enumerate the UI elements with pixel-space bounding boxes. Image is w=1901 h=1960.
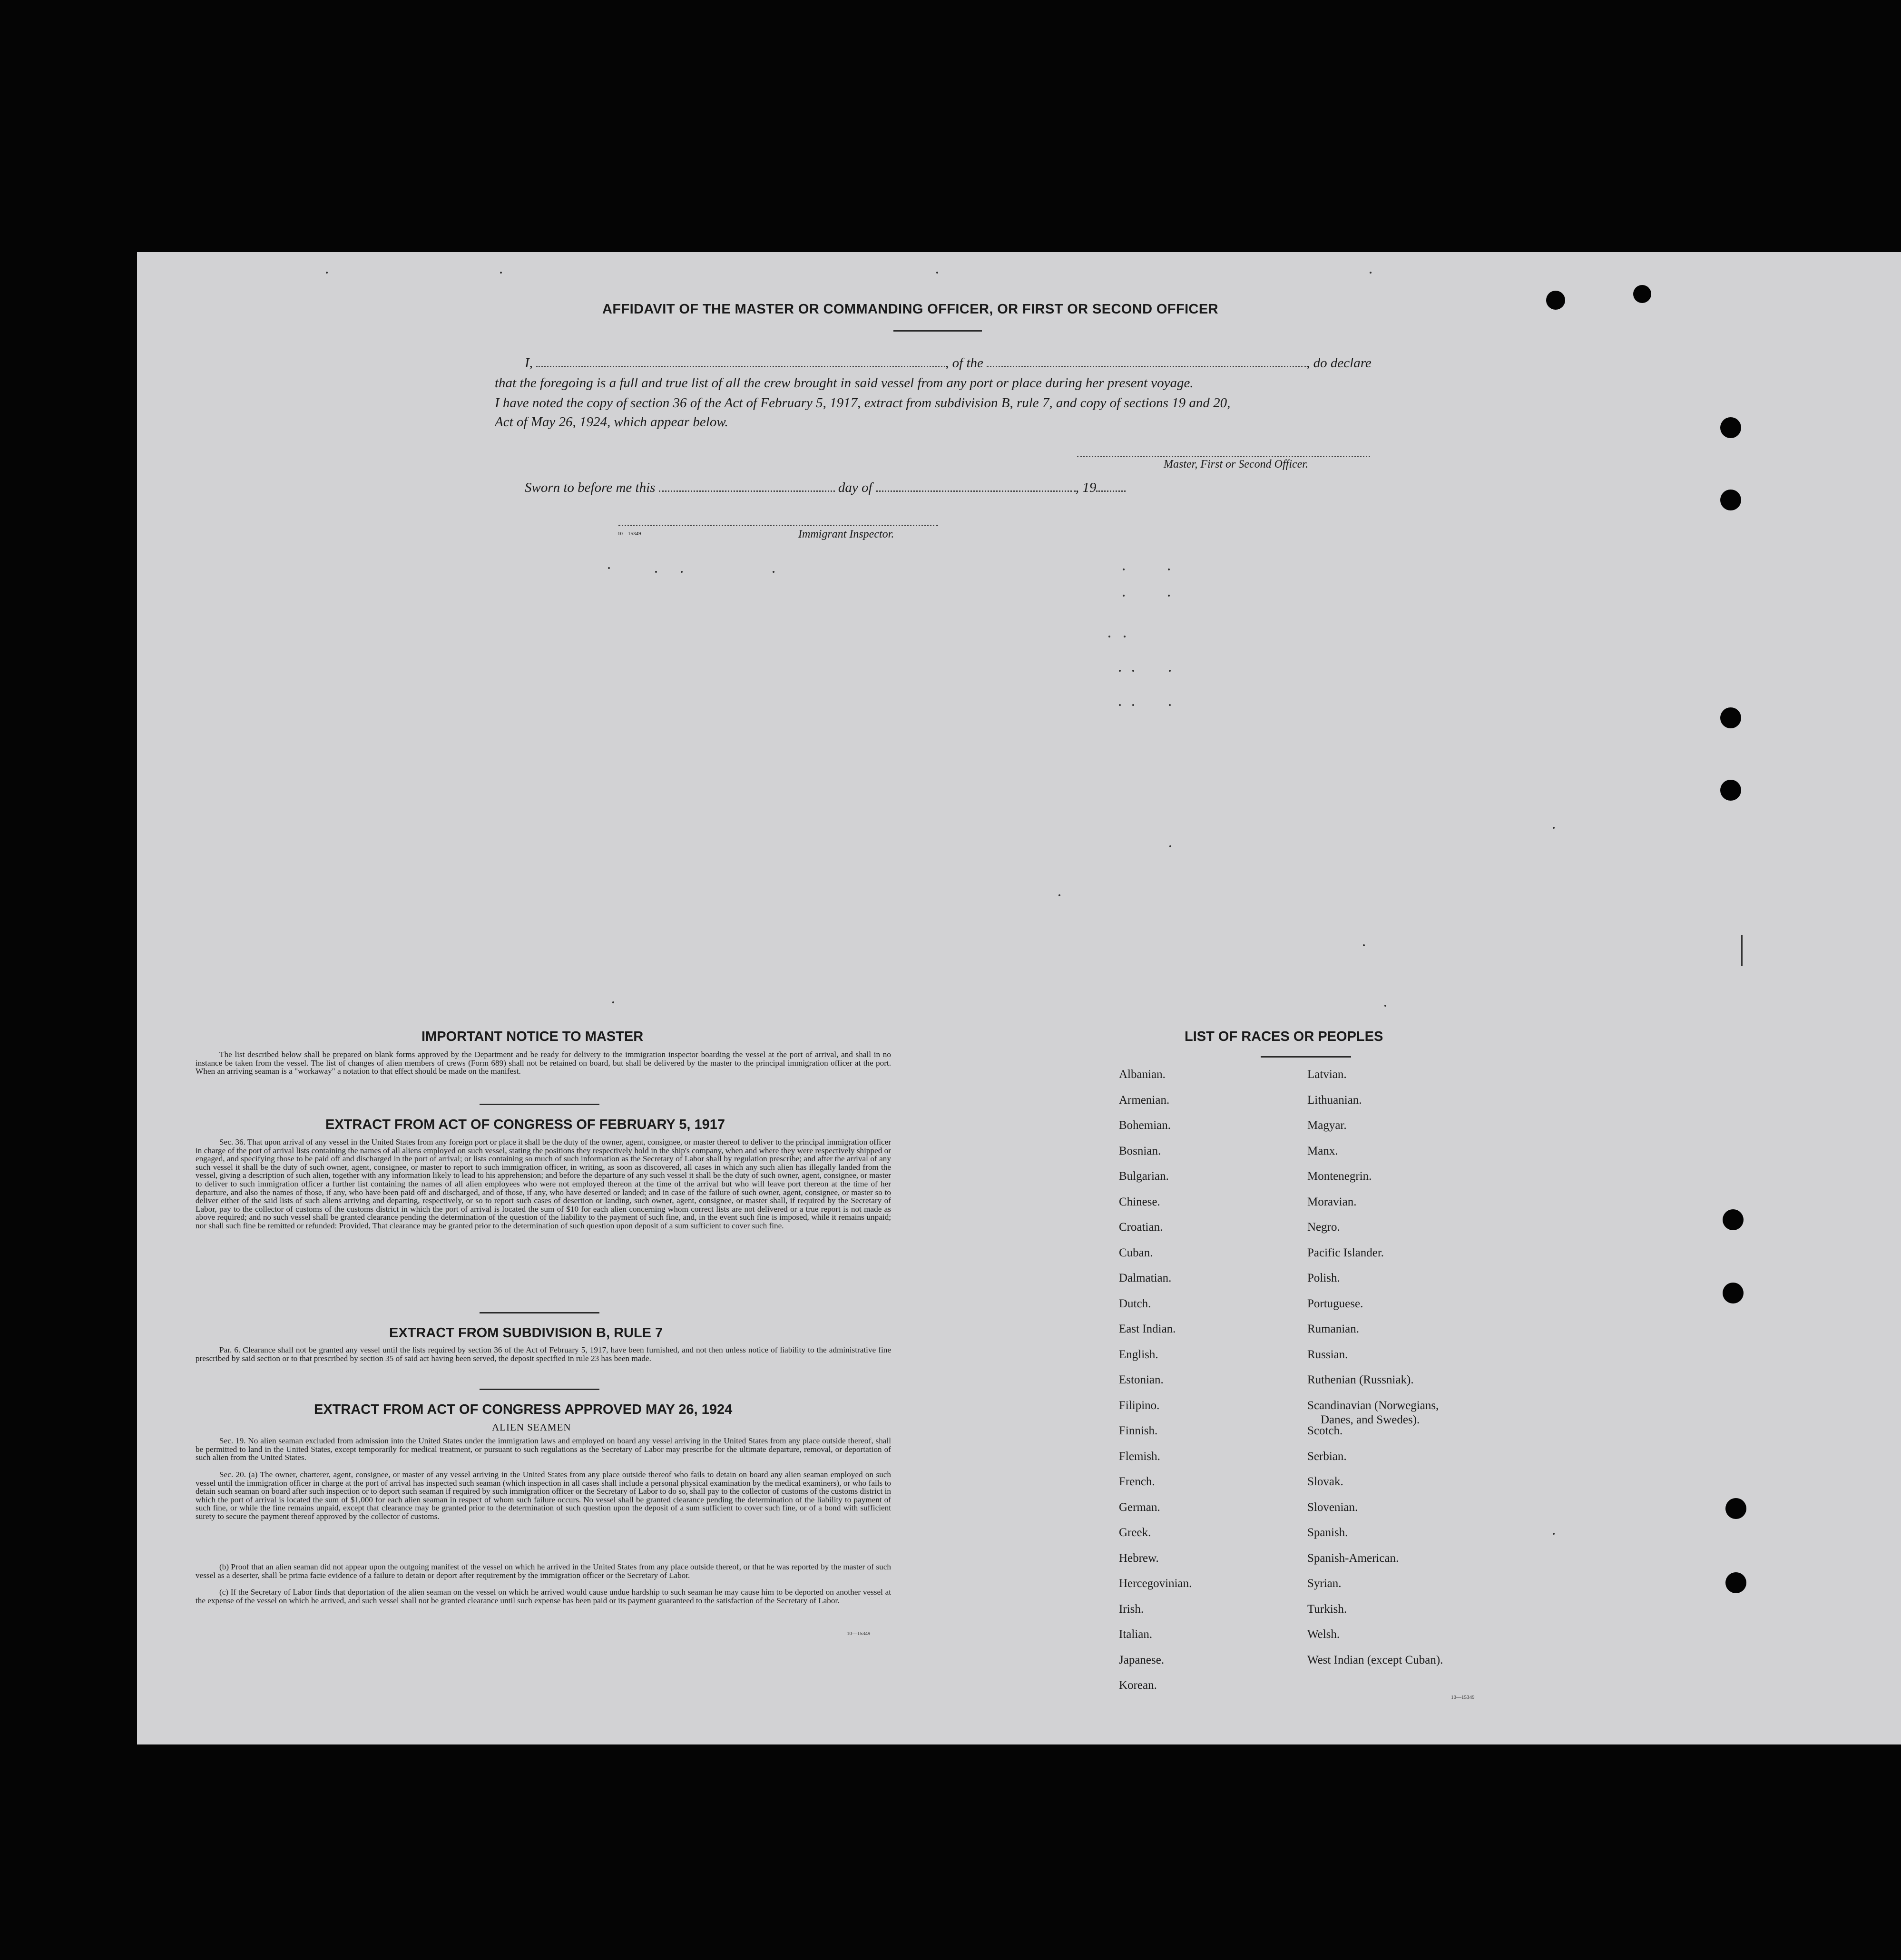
inspector-label: Immigrant Inspector. [798, 528, 894, 540]
paper-speck [773, 571, 774, 573]
affidavit-line-1 [525, 355, 1372, 371]
race-item: Moravian. [1307, 1195, 1357, 1208]
paper-speck [681, 571, 683, 573]
race-item: Danes, and Swedes). [1321, 1413, 1420, 1426]
extract-1924-form-number: 10—15349 [847, 1631, 871, 1637]
sec-20c-text: (c) If the Secretary of Labor finds that deportation of the alien seaman on the vessel on which he arrived would cause undue hardship to such seaman he may cause him to be deported on another vessel at the expense of the vessel on which he arrived, and such vessel shall not be granted clearance until such expense has been paid or its payment guaranteed to the satisfaction of the Secretary of Labor. [196, 1588, 891, 1605]
paper-speck [1119, 670, 1121, 672]
extract-1924-title: EXTRACT FROM ACT OF CONGRESS APPROVED MAY 26, 1924 [314, 1402, 733, 1417]
race-item: Hercegovinian. [1119, 1577, 1192, 1590]
master-label: Master, First or Second Officer. [1164, 458, 1308, 470]
race-item: Russian. [1307, 1348, 1348, 1361]
sec-19-text: Sec. 19. No alien seaman excluded from admission into the United States under the immigration laws and employed on board any vessel arriving in the United States from any place outside thereof, shall be permitted to land in the United States, except temporarily for medical treatment, or pursuant to such regulations as the Secretary of Labor may prescribe for the ultimate departure, removal, or deportation of such alien from the United States. [196, 1436, 891, 1462]
race-item: Bohemian. [1119, 1119, 1171, 1132]
affidavit-line-2: that the foregoing is a full and true list of all the crew brought in said vessel from any port or place during her present voyage. [495, 375, 1194, 391]
paper-speck [1123, 568, 1125, 570]
paper-speck [1119, 704, 1121, 706]
race-item: Portuguese. [1307, 1297, 1363, 1310]
year-text: , 19 [1075, 480, 1097, 495]
race-item: Finnish. [1119, 1424, 1158, 1437]
race-item: Dutch. [1119, 1297, 1151, 1310]
paper-speck [1168, 595, 1170, 597]
paper-speck [1169, 845, 1171, 847]
race-item: German. [1119, 1500, 1160, 1514]
punch-hole [1725, 1572, 1746, 1593]
race-item: West Indian (except Cuban). [1307, 1653, 1443, 1666]
race-item: Manx. [1307, 1144, 1338, 1157]
race-item: Armenian. [1119, 1093, 1170, 1107]
race-item: Dalmatian. [1119, 1272, 1172, 1284]
race-item: Slovenian. [1307, 1500, 1358, 1514]
paper-speck [1132, 704, 1134, 706]
race-item: Filipino. [1119, 1399, 1160, 1412]
race-item: Latvian. [1307, 1068, 1347, 1081]
sec-20b-text: (b) Proof that an alien seaman did not appear upon the outgoing manifest of the vessel on which he arrived in the United States from any place outside thereof, or that he was reported by the master of such vessel as a deserter, shall be prima facie evidence of a failure to detain or deport after requirement by the immigration officer or the Secretary of Labor. [196, 1562, 891, 1580]
races-form-number: 10—15349 [1451, 1695, 1475, 1700]
margin-mark [1741, 935, 1743, 966]
punch-hole [1720, 417, 1741, 438]
day-of-text: day of [838, 480, 872, 495]
extract-rule7-rule [480, 1389, 599, 1390]
notice-rule [480, 1104, 599, 1105]
race-item: Serbian. [1307, 1450, 1347, 1463]
punch-hole [1720, 490, 1741, 510]
punch-hole [1725, 1498, 1746, 1519]
race-item: Flemish. [1119, 1450, 1160, 1463]
notice-title: IMPORTANT NOTICE TO MASTER [421, 1029, 644, 1044]
sworn-year-field[interactable] [1096, 490, 1126, 492]
race-item: Estonian. [1119, 1373, 1164, 1386]
race-item: Turkish. [1307, 1602, 1347, 1616]
extract-rule7-text: Par. 6. Clearance shall not be granted any vessel until the lists required by section 36 of the Act of February 5, 1917, have been furnished, and not then unless notice of liability to the administrative fine prescribed by said section or to that prescribed by section 35 of said act having been served, the deposit specified in rule 23 has been made. [196, 1345, 891, 1363]
punch-hole [1723, 1283, 1744, 1303]
punch-hole [1723, 1209, 1744, 1230]
race-item: Ruthenian (Russniak). [1307, 1373, 1414, 1386]
notice-text: The list described below shall be prepared on blank forms approved by the Department and be ready for delivery to the immigration inspector boarding the vessel at the port of arrival, and shall in no instance be taken from the vessel. The list of changes of alien members of crews (Form 689) shall not be retained on board, but shall be delivered by the master to the principal immigration officer at the port. When an arriving seaman is a "workaway" a notation to that effect should be made on the manifest. [196, 1050, 891, 1076]
affidavit-form-number: 10—15349 [617, 531, 641, 537]
paper-speck [1132, 670, 1134, 672]
race-item: Bulgarian. [1119, 1170, 1169, 1183]
race-item: English. [1119, 1348, 1158, 1361]
punch-hole [1546, 291, 1565, 310]
races-title: LIST OF RACES OR PEOPLES [1185, 1029, 1383, 1044]
race-item: Slovak. [1307, 1475, 1343, 1488]
race-item: Albanian. [1119, 1068, 1166, 1081]
paper-speck [612, 1001, 614, 1003]
name-field[interactable] [536, 365, 945, 367]
paper-speck [500, 272, 502, 274]
extract-1917-title: EXTRACT FROM ACT OF CONGRESS OF FEBRUARY 5, 1917 [325, 1117, 725, 1132]
race-item: Spanish. [1307, 1526, 1348, 1539]
race-item: Cuban. [1119, 1246, 1153, 1259]
affidavit-line-3: I have noted the copy of section 36 of the Act of February 5, 1917, extract from subdivision B, rule 7, and copy of sections 19 and 20, [495, 395, 1231, 411]
paper-speck [1123, 595, 1125, 597]
race-item: Welsh. [1307, 1628, 1340, 1641]
punch-hole [1720, 780, 1741, 801]
paper-speck [326, 272, 328, 274]
title-rule [893, 330, 982, 332]
sec-20a-text: Sec. 20. (a) The owner, charterer, agent, consignee, or master of any vessel arriving in the United States from any place outside thereof who fails to detain on board any alien seaman employed on such vessel until the immigration officer in charge at the port of arrival has inspected such seaman (which inspection in all cases shall include a personal physical examination by the medical examiners), or who fails to detain such seaman on board after such inspection or to deport such seaman if required by such immigration officer or the Secretary of Labor to do so, shall pay to the collector of customs of the customs district in which the port of arrival is located the sum of $1,000 for each alien seaman in respect of whom such failure occurs. No vessel shall be granted clearance pending the determination of the liability to payment of such fine, or while the fine remains unpaid, except that clearance may be granted prior to the determination of such question upon the deposit of a sum sufficient to cover such fine, or of a bond with sufficient surety to secure the payment thereof approved by the collector of customs. [196, 1470, 891, 1521]
punch-hole [1720, 707, 1741, 728]
race-item: French. [1119, 1475, 1155, 1488]
paper-speck [1169, 670, 1171, 672]
race-item: Bosnian. [1119, 1144, 1161, 1157]
race-item: Pacific Islander. [1307, 1246, 1384, 1259]
extract-1917-rule [480, 1312, 599, 1313]
sworn-month-field[interactable] [876, 490, 1076, 492]
race-item: Greek. [1119, 1526, 1151, 1539]
paper-speck [1168, 568, 1170, 570]
sworn-day-field[interactable] [659, 490, 835, 492]
sworn-line [525, 480, 1126, 496]
paper-speck [1124, 636, 1126, 637]
race-item: Japanese. [1119, 1653, 1165, 1666]
race-item: Magyar. [1307, 1119, 1347, 1132]
affidavit-of-the: , of the [945, 355, 983, 371]
paper-speck [1169, 704, 1171, 706]
inspector-signature-line[interactable] [618, 525, 938, 526]
race-item: Korean. [1119, 1679, 1157, 1692]
races-rule [1261, 1056, 1351, 1058]
paper-speck [1108, 636, 1110, 637]
race-item: Scotch. [1307, 1424, 1343, 1437]
race-item: Croatian. [1119, 1221, 1163, 1234]
affidavit-title: AFFIDAVIT OF THE MASTER OR COMMANDING OFFICER, OR FIRST OR SECOND OFFICER [602, 302, 1218, 317]
paper-speck [1553, 827, 1555, 829]
sworn-text: Sworn to before me this [525, 480, 656, 495]
race-item: Italian. [1119, 1628, 1153, 1641]
affidavit-declare: , do declare [1306, 355, 1372, 371]
race-item: East Indian. [1119, 1323, 1176, 1335]
race-item: Irish. [1119, 1602, 1144, 1616]
race-item: Lithuanian. [1307, 1093, 1362, 1107]
paper-speck [1553, 1533, 1555, 1535]
paper-speck [1384, 1005, 1386, 1007]
race-item: Hebrew. [1119, 1551, 1159, 1565]
race-item: Spanish-American. [1307, 1551, 1399, 1565]
affidavit-line-4: Act of May 26, 1924, which appear below. [495, 414, 728, 430]
race-item: Scandinavian (Norwegians, [1307, 1399, 1439, 1412]
race-item: Syrian. [1307, 1577, 1342, 1590]
paper-speck [608, 567, 610, 569]
race-item: Rumanian. [1307, 1323, 1360, 1335]
paper-speck [1058, 894, 1060, 896]
affidavit-i: I, [525, 355, 533, 371]
paper-speck [1363, 944, 1365, 946]
paper-speck [1370, 272, 1372, 274]
race-item: Polish. [1307, 1272, 1340, 1284]
race-item: Montenegrin. [1307, 1170, 1372, 1183]
race-item: Negro. [1307, 1221, 1340, 1234]
extract-rule7-title: EXTRACT FROM SUBDIVISION B, RULE 7 [389, 1325, 663, 1341]
alien-seamen-subtitle: ALIEN SEAMEN [492, 1421, 571, 1433]
vessel-field[interactable] [987, 365, 1306, 367]
paper-speck [655, 571, 657, 573]
race-item: Chinese. [1119, 1195, 1160, 1208]
punch-hole [1633, 285, 1651, 303]
extract-1917-text: Sec. 36. That upon arrival of any vessel in the United States from any foreign port or place it shall be the duty of the owner, agent, consignee, or master thereof to deliver to the principal immigration officer in charge of the port of arrival lists containing the names of all aliens employed on such vessel, stating the positions they respectively hold in the ship's company, when and where they were respectively shipped or engaged, and specifying those to be paid off and discharged in the port of arrival; or lists containing so much of such information as the Secretary of Labor shall by regulation prescribe; and after the arrival of any such vessel it shall be the duty of such owner, agent, consignee, or master to report to such immigration officer, in writing, as soon as discovered, all cases in which any such alien has illegally landed from the vessel, giving a description of such alien, together with any information likely to lead to his apprehension; and before the departure of any such vessel it shall be the duty of such owner, agent, consignee, or master to deliver to such immigration officer a further list containing the names of all alien employees who were not employed thereon at the time of the arrival but who will leave port thereon at the time of her departure, and also the names of those, if any, who have been paid off and discharged, and of those, if any, who have deserted or landed; and in case of the failure of such owner, agent, consignee, or master so to deliver either of the said lists of such aliens arriving and departing, respectively, or so to report such cases of desertion or landing, such owner, agent, consignee, or master shall, if required by the Secretary of Labor, pay to the collector of customs of the customs district in which the port of arrival is located the sum of $10 for each alien concerning whom correct lists are not delivered or a true report is not made as above required; and no such vessel shall be granted clearance pending the determination of the question of the liability to the payment of such fine, and, in the event such fine is imposed, while it remains unpaid; nor shall such fine be remitted or refunded: Provided, That clearance may be granted prior to the determination of such question upon deposit of a sum sufficient to cover such fine. [196, 1137, 891, 1230]
paper-speck [936, 272, 938, 274]
master-signature-line[interactable] [1077, 456, 1370, 457]
